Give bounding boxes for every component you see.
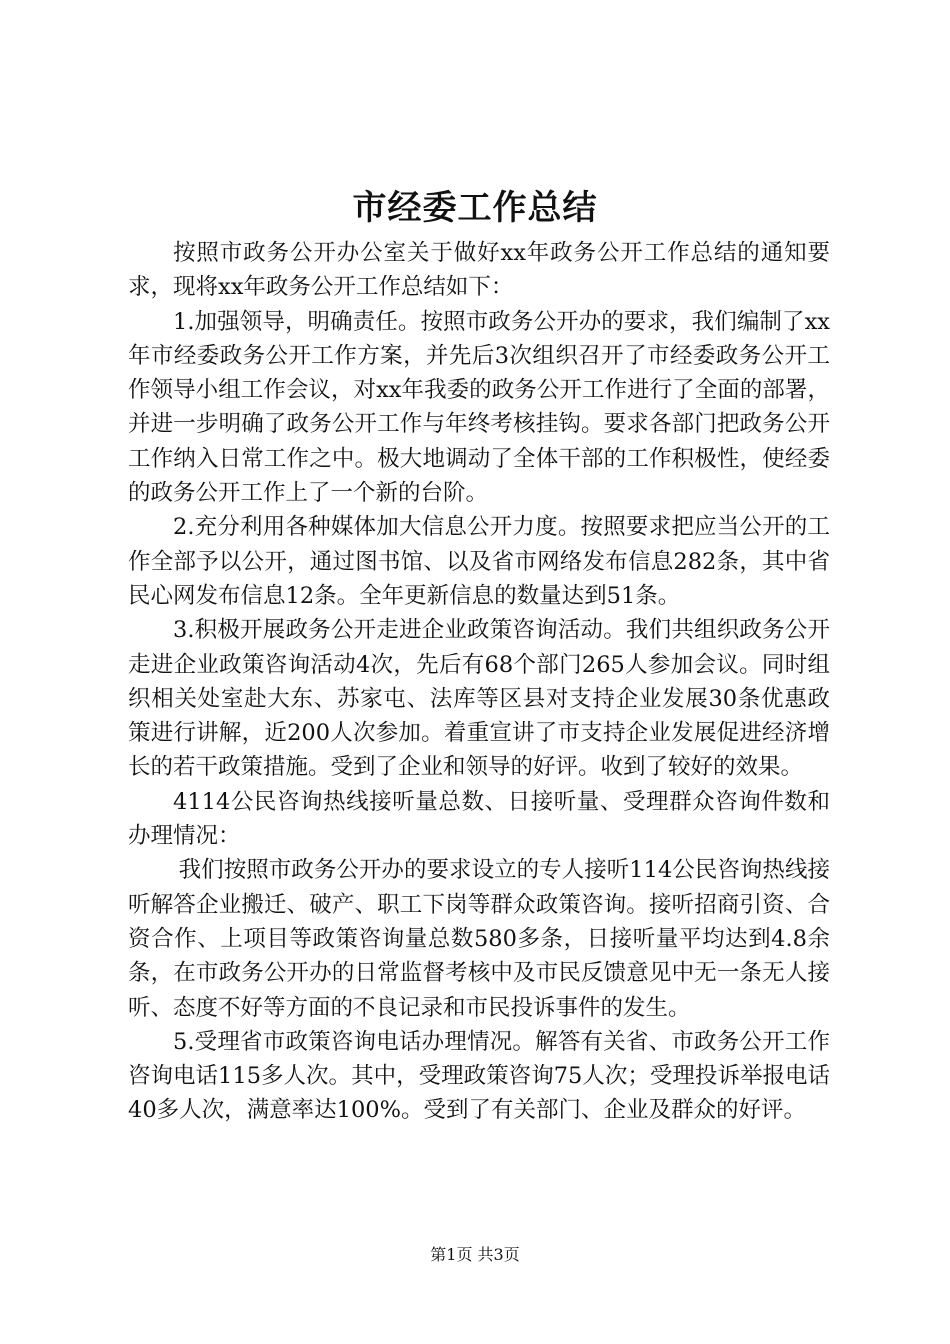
paragraph-item-4-heading: 4114公民咨询热线接听量总数、日接听量、受理群众咨询件数和办理情况：: [128, 788, 830, 850]
paragraph-item-3: 3.积极开展政务公开走进企业政策咨询活动。我们共组织政务公开走进企业政策咨询活动4次，先后有68个部门265人参加会议。同时组织相关处室赴大东、苏家屯、法库等区县对支持企业发展30条优惠政策进行讲解，近200人次参加。着重宣讲了市支持企业发展促进经济增长的若干政策措施。受到了企业和领导的好评。收到了较好的效果。: [128, 617, 830, 781]
paragraph-intro: 按照市政务公开办公室关于做好xx年政务公开工作总结的通知要求，现将xx年政务公开工作总结如下：: [128, 240, 830, 301]
page-footer: 第1页 共3页: [430, 1245, 520, 1264]
paragraph-item-2: 2.充分利用各种媒体加大信息公开力度。按照要求把应当公开的工作全部予以公开，通过图书馆、以及省市网络发布信息282条，其中省民心网发布信息12条。全年更新信息的数量达到51条。: [128, 514, 830, 609]
paragraph-item-1: 1.加强领导，明确责任。按照市政务公开办的要求，我们编制了xx年市经委政务公开工作方案，并先后3次组织召开了市经委政务公开工作领导小组工作会议，对xx年我委的政务公开工作进行了全面的部署，并进一步明确了政务公开工作与年终考核挂钩。要求各部门把政务公开工作纳入日常工作之中。极大地调动了全体干部的工作积极性，使经委的政务公开工作上了一个新的台阶。: [128, 308, 830, 507]
document-body: [128, 236, 830, 1128]
paragraph-item-5: 5.受理省市政策咨询电话办理情况。解答有关省、市政务公开工作咨询电话115多人次。其中，受理政策咨询75人次；受理投诉举报电话40多人次，满意率达100%。受到了有关部门、企业及群众的好评。: [128, 1028, 830, 1124]
paragraph-item-4-body: 我们按照市政务公开办的要求设立的专人接听114公民咨询热线接听解答企业搬迁、破产、职工下岗等群众政策咨询。接听招商引资、合资合作、上项目等政策咨询量总数580多条，日接听量平均达到4.8余条，在市政务公开办的日常监督考核中及市民反馈意见中无一条无人接听、态度不好等方面的不良记录和市民投诉事件的发生。: [128, 857, 830, 1021]
document-title: 市经委工作总结: [352, 188, 598, 228]
